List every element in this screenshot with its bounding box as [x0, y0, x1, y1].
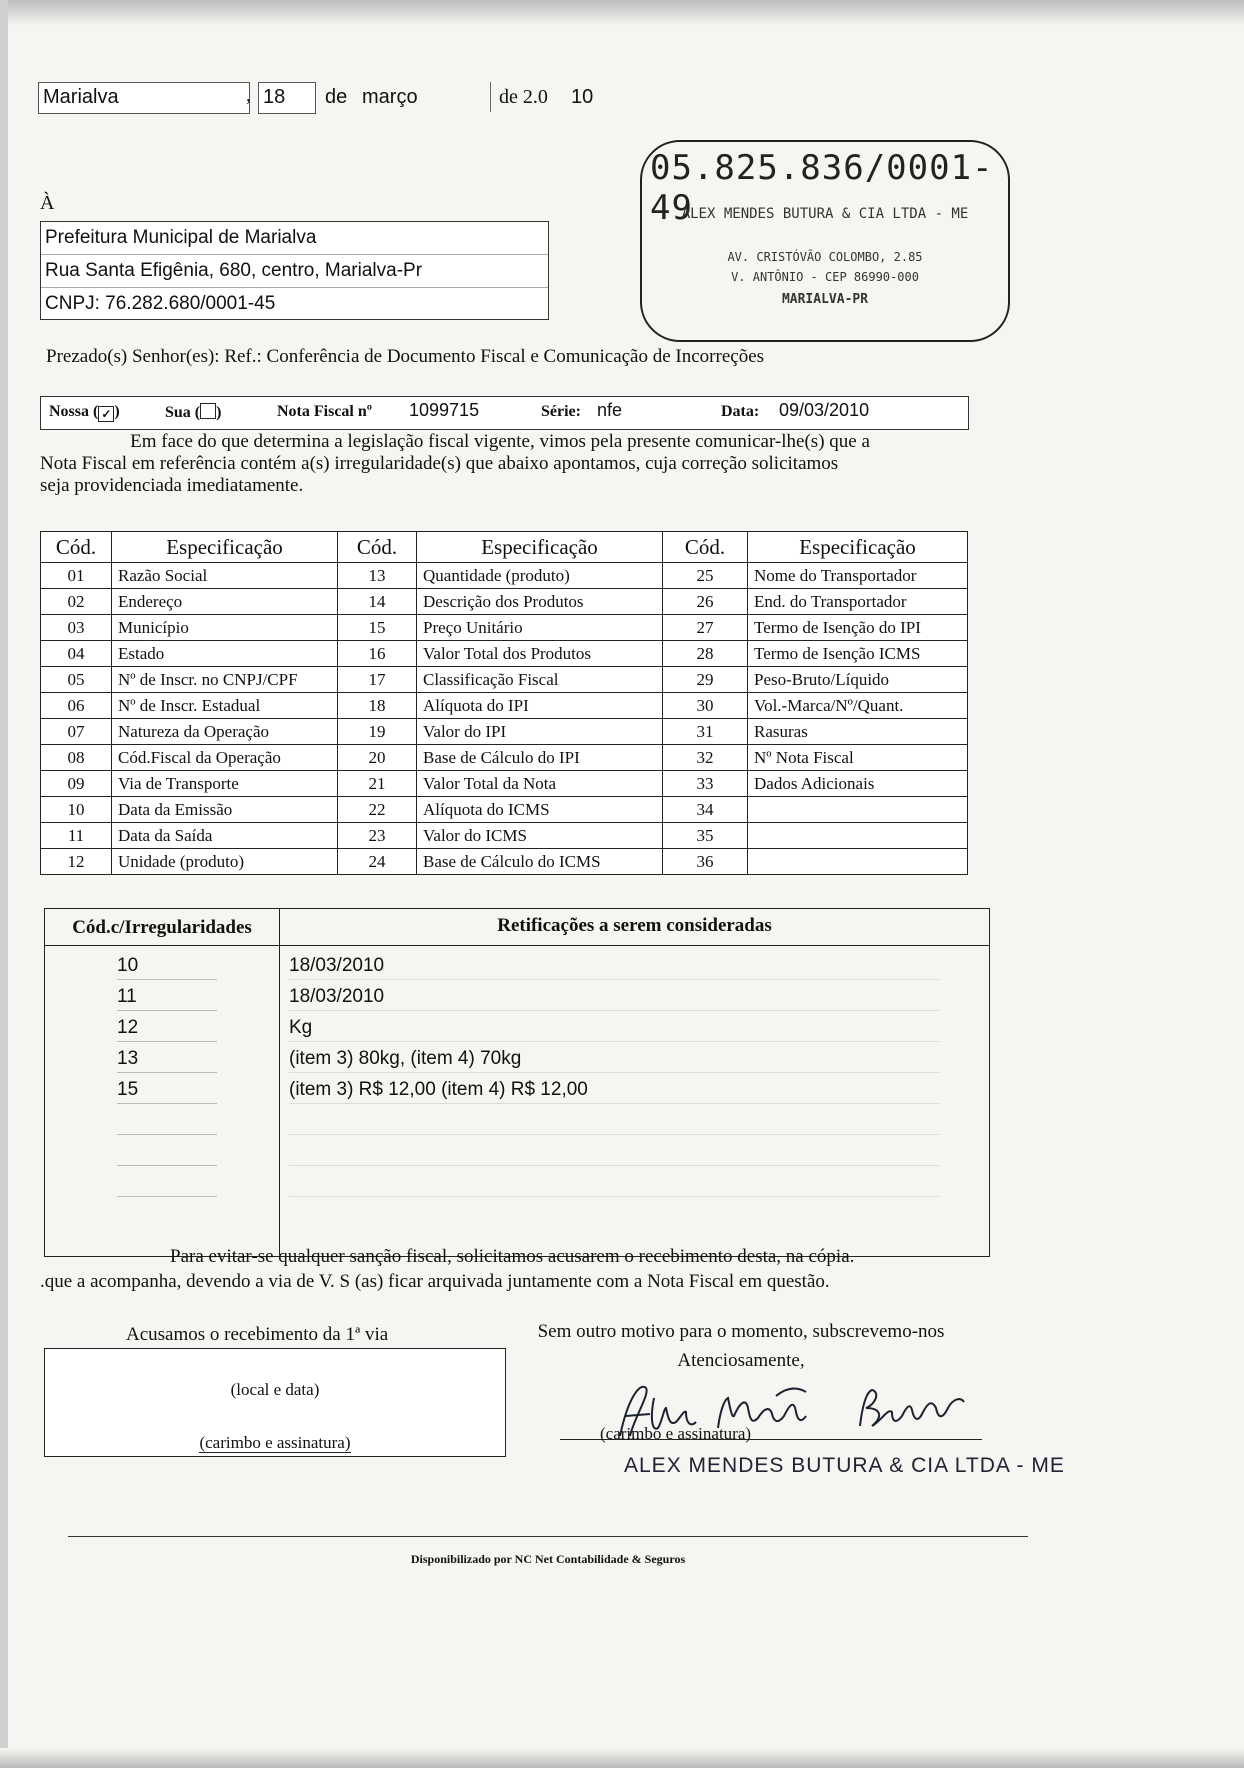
- rectification-value[interactable]: 18/03/2010: [289, 980, 939, 1011]
- nossa-label: Nossa ( ✓ ): [49, 403, 120, 421]
- specification-cell: Preço Unitário: [417, 615, 663, 641]
- nf-number-label: Nota Fiscal nº: [277, 403, 373, 420]
- nf-number-value: 1099715: [409, 400, 480, 420]
- stamp-cnpj: 05.825.836/0001-49: [650, 148, 994, 228]
- serie-label: Série:: [541, 403, 581, 420]
- column-divider: [279, 945, 280, 1255]
- specification-cell: Descrição dos Produtos: [417, 589, 663, 615]
- footer-divider: [68, 1536, 1028, 1537]
- codes-table: [40, 531, 968, 875]
- specification-cell: Data da Saída: [112, 823, 338, 849]
- rectification-value[interactable]: [289, 1135, 939, 1166]
- code-cell: 28: [663, 641, 748, 667]
- specification-cell: Valor Total dos Produtos: [417, 641, 663, 667]
- code-cell: 27: [663, 615, 748, 641]
- specification-cell: Termo de Isenção do IPI: [748, 615, 968, 641]
- codes-table-row: [41, 693, 968, 719]
- code-cell: 33: [663, 771, 748, 797]
- specification-cell: Alíquota do ICMS: [417, 797, 663, 823]
- year-value: 10: [571, 86, 594, 108]
- company-name-stamp: ALEX MENDES BUTURA & CIA LTDA - ME: [624, 1454, 1065, 1477]
- code-cell: 25: [663, 563, 748, 589]
- codes-table-row: [41, 641, 968, 667]
- specification-cell: Valor do ICMS: [417, 823, 663, 849]
- stamp-city: MARIALVA-PR: [781, 292, 869, 307]
- code-cell: 35: [663, 823, 748, 849]
- stamp-company: ALEX MENDES BUTURA & CIA LTDA - ME: [681, 206, 969, 222]
- specification-cell: Data da Emissão: [112, 797, 338, 823]
- de-label-1: de: [325, 86, 348, 108]
- intro-paragraph: [40, 431, 960, 497]
- code-cell: 34: [663, 797, 748, 823]
- code-cell: 08: [41, 745, 112, 771]
- intro-line: seja providenciada imediatamente.: [40, 475, 304, 496]
- day-field: [258, 82, 316, 114]
- specification-cell: Base de Cálculo do IPI: [417, 745, 663, 771]
- day-value: 18: [263, 86, 286, 108]
- specification-cell: Base de Cálculo do ICMS: [417, 849, 663, 875]
- code-cell: 22: [338, 797, 417, 823]
- specification-cell: Classificação Fiscal: [417, 667, 663, 693]
- acknowledgment-title: Acusamos o recebimento da 1ª via: [126, 1324, 389, 1345]
- rectification-value[interactable]: 18/03/2010: [289, 949, 939, 980]
- sua-label: Sua ( ): [165, 404, 222, 421]
- specification-cell: Peso-Bruto/Líquido: [748, 667, 968, 693]
- serie-value: nfe: [597, 400, 623, 420]
- irregularity-code[interactable]: 12: [117, 1011, 217, 1042]
- scan-edge-top: [0, 0, 1244, 26]
- code-cell: 01: [41, 563, 112, 589]
- sender-greeting: Atenciosamente,: [677, 1350, 805, 1371]
- specification-cell: Município: [112, 615, 338, 641]
- code-cell: 15: [338, 615, 417, 641]
- specification-cell: Vol.-Marca/Nº/Quant.: [748, 693, 968, 719]
- stamp-sign-label: (carimbo e assinatura): [199, 1433, 351, 1452]
- specification-cell: Natureza da Operação: [112, 719, 338, 745]
- irregularities-header: [45, 909, 989, 946]
- specification-cell: Nº Nota Fiscal: [748, 745, 968, 771]
- codes-table-header: [41, 532, 968, 563]
- recipient-address: Rua Santa Efigênia, 680, centro, Marialva-Pr: [41, 255, 548, 288]
- closing-line: Para evitar-se qualquer sanção fiscal, solicitamos acusarem o recebimento desta, na cópia.: [170, 1246, 855, 1267]
- specification-cell: Quantidade (produto): [417, 563, 663, 589]
- code-cell: 12: [41, 849, 112, 875]
- code-cell: 10: [41, 797, 112, 823]
- code-cell: 19: [338, 719, 417, 745]
- acknowledgment-box[interactable]: [44, 1348, 506, 1457]
- col-header-especificacao: Especificação: [417, 532, 663, 563]
- specification-cell: Via de Transporte: [112, 771, 338, 797]
- irregularities-fix-header: Retificações a serem consideradas: [497, 915, 772, 936]
- code-cell: 09: [41, 771, 112, 797]
- irregularity-code[interactable]: [117, 1166, 217, 1197]
- code-cell: 17: [338, 667, 417, 693]
- specification-cell: Nome do Transportador: [748, 563, 968, 589]
- specification-cell: Dados Adicionais: [748, 771, 968, 797]
- col-header-cod: Cód.: [663, 532, 748, 563]
- code-cell: 05: [41, 667, 112, 693]
- codes-table-row: [41, 823, 968, 849]
- irregularity-code[interactable]: 11: [117, 980, 217, 1011]
- code-cell: 11: [41, 823, 112, 849]
- codes-table-row: [41, 667, 968, 693]
- irregularities-code-header: Cód.c/Irregularidades: [45, 909, 280, 945]
- codes-table-row: [41, 745, 968, 771]
- nota-fiscal-bar: [40, 396, 969, 430]
- sender-line: Sem outro motivo para o momento, subscrevemo-nos: [537, 1321, 945, 1342]
- year-field: [490, 82, 611, 112]
- rectification-value[interactable]: [289, 1166, 939, 1197]
- to-label: À: [40, 192, 55, 214]
- signature-label: (carimbo e assinatura): [600, 1424, 752, 1443]
- place-date-label: (local e data): [230, 1380, 320, 1399]
- col-header-especificacao: Especificação: [748, 532, 968, 563]
- city-field: [38, 82, 250, 114]
- specification-cell: Unidade (produto): [112, 849, 338, 875]
- year-prefix: de 2.0: [499, 86, 548, 108]
- code-cell: 20: [338, 745, 417, 771]
- specification-cell: Valor Total da Nota: [417, 771, 663, 797]
- rectification-value[interactable]: (item 3) 80kg, (item 4) 70kg: [289, 1042, 939, 1073]
- code-cell: 21: [338, 771, 417, 797]
- code-cell: 07: [41, 719, 112, 745]
- specification-cell: Estado: [112, 641, 338, 667]
- intro-line: Nota Fiscal em referência contém a(s) irregularidade(s) que abaixo apontamos, cuja correção solicitamos: [40, 453, 839, 474]
- sender-block: [506, 1317, 976, 1375]
- closing-line: .que a acompanha, devendo a via de V. S (as) ficar arquivada juntamente com a Nota Fiscal em questão.: [40, 1271, 830, 1292]
- codes-table-row: [41, 771, 968, 797]
- company-stamp: [640, 140, 1010, 342]
- specification-cell: Endereço: [112, 589, 338, 615]
- col-header-cod: Cód.: [338, 532, 417, 563]
- recipient-box: [40, 221, 549, 320]
- codes-table-row: [41, 563, 968, 589]
- irregularity-code[interactable]: [117, 1104, 217, 1135]
- scan-edge-bottom: [0, 1748, 1244, 1768]
- code-cell: 32: [663, 745, 748, 771]
- irregularity-code[interactable]: 10: [117, 949, 217, 980]
- code-cell: 29: [663, 667, 748, 693]
- code-cell: 06: [41, 693, 112, 719]
- specification-cell: Razão Social: [112, 563, 338, 589]
- code-cell: 04: [41, 641, 112, 667]
- rectification-value[interactable]: [289, 1104, 939, 1135]
- specification-cell: Cód.Fiscal da Operação: [112, 745, 338, 771]
- irregularity-code[interactable]: 15: [117, 1073, 217, 1104]
- specification-cell: End. do Transportador: [748, 589, 968, 615]
- specification-cell: Alíquota do IPI: [417, 693, 663, 719]
- codes-table-row: [41, 615, 968, 641]
- closing-paragraph: [40, 1244, 960, 1294]
- code-cell: 31: [663, 719, 748, 745]
- code-cell: 26: [663, 589, 748, 615]
- recipient-cnpj: CNPJ: 76.282.680/0001-45: [45, 293, 276, 314]
- scan-edge-left: [0, 0, 8, 1768]
- data-label: Data:: [721, 403, 760, 420]
- codes-table-row: [41, 589, 968, 615]
- codes-table-row: [41, 719, 968, 745]
- codes-table-row: [41, 797, 968, 823]
- reference-line: Prezado(s) Senhor(es): Ref.: Conferência de Documento Fiscal e Comunicação de Incorreções: [46, 346, 765, 367]
- code-cell: 23: [338, 823, 417, 849]
- col-header-cod: Cód.: [41, 532, 112, 563]
- specification-cell: Termo de Isenção ICMS: [748, 641, 968, 667]
- code-cell: 14: [338, 589, 417, 615]
- stamp-street: AV. CRISTÓVÃO COLOMBO, 2.85: [727, 250, 923, 264]
- sua-checkbox[interactable]: [200, 403, 216, 419]
- code-cell: 02: [41, 589, 112, 615]
- code-cell: 03: [41, 615, 112, 641]
- data-value: 09/03/2010: [779, 400, 870, 420]
- irregularities-box: [44, 908, 990, 1257]
- rectification-value[interactable]: Kg: [289, 1011, 939, 1042]
- rectification-value[interactable]: (item 3) R$ 12,00 (item 4) R$ 12,00: [289, 1073, 939, 1104]
- specification-cell: Rasuras: [748, 719, 968, 745]
- specification-cell: [748, 823, 968, 849]
- stamp-district: V. ANTÔNIO - CEP 86990-000: [731, 270, 919, 284]
- specification-cell: Valor do IPI: [417, 719, 663, 745]
- col-header-especificacao: Especificação: [112, 532, 338, 563]
- irregularity-code[interactable]: [117, 1135, 217, 1166]
- specification-cell: Nº de Inscr. no CNPJ/CPF: [112, 667, 338, 693]
- code-cell: 30: [663, 693, 748, 719]
- code-cell: 24: [338, 849, 417, 875]
- day-separator: ,: [246, 84, 251, 106]
- codes-table-row: [41, 849, 968, 875]
- recipient-name: Prefeitura Municipal de Marialva: [41, 222, 548, 255]
- nossa-checkbox[interactable]: ✓: [98, 406, 114, 422]
- specification-cell: [748, 797, 968, 823]
- intro-line: Em face do que determina a legislação fiscal vigente, vimos pela presente comunicar-lhe(s) que a: [130, 431, 870, 452]
- month-value: março: [362, 86, 418, 108]
- city-value: Marialva: [43, 86, 119, 108]
- code-cell: 13: [338, 563, 417, 589]
- footer-text: Disponibilizado por NC Net Contabilidade & Seguros: [410, 1552, 686, 1566]
- irregularity-code[interactable]: 13: [117, 1042, 217, 1073]
- specification-cell: [748, 849, 968, 875]
- code-cell: 36: [663, 849, 748, 875]
- code-cell: 16: [338, 641, 417, 667]
- specification-cell: Nº de Inscr. Estadual: [112, 693, 338, 719]
- code-cell: 18: [338, 693, 417, 719]
